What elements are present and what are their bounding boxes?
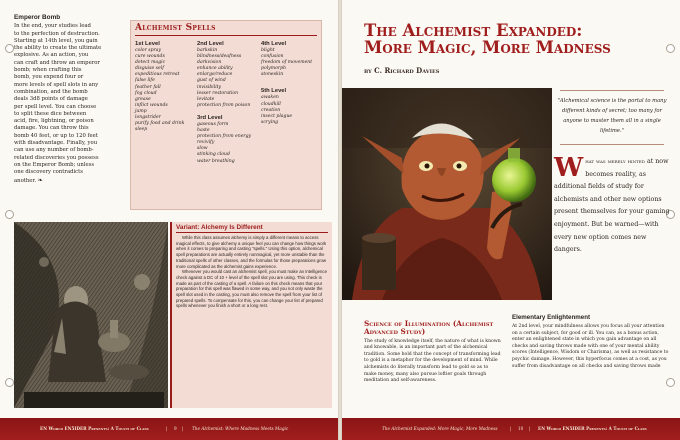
binder-hole	[5, 378, 14, 387]
section-body: At 2nd level, your mindfulness allows you focus all your attention on a certain subject, for good or ill. You can, as a bonus action, enter an enlightened state in which you gain advantage on all checks and saving throws made with one of your mental ability scores (Intelligence, Wisdom or Charisma), as well as resistance to psychic damage. However, this hyperfocus comes at a cost, as you suffer from disadvantage on all checks and saving throws made	[512, 324, 669, 369]
emperor-bomb-body	[14, 23, 126, 185]
spell-item: enlarge/reduce	[197, 72, 233, 78]
spell-item: protection from poison	[197, 102, 251, 108]
divider	[176, 232, 328, 233]
spell-item: slow	[197, 146, 208, 152]
text-line: another.	[14, 177, 37, 184]
epigraph-quote: "Alchemical science is the portal to many different kinds of secret; too many for anyone to master them all in a single lifetime."	[557, 98, 667, 134]
lead-paragraph	[554, 153, 672, 257]
section-heading: Elementary Enlightenment	[512, 314, 591, 321]
alchemist-woodcut-illustration	[14, 222, 168, 408]
spell-item: awaken	[261, 95, 279, 101]
spell-level-label: 3rd Level	[197, 114, 223, 121]
emperor-bomb-section	[14, 14, 126, 185]
spell-item: feather fall	[135, 84, 161, 90]
science-of-illumination-section	[364, 320, 502, 385]
left-page	[0, 0, 338, 440]
spell-item: gust of wind	[197, 78, 226, 84]
spell-item: color spray	[135, 48, 162, 53]
text-line: to the perfection of destruction.	[14, 30, 100, 37]
text-line: one discovery contradicts	[14, 169, 83, 176]
text-line: explosive. As an action, you	[14, 52, 89, 59]
variant-title: Variant: Alchemy Is Different	[176, 224, 263, 231]
text-line: more levels of spell slots in any	[14, 81, 99, 88]
binder-hole	[5, 44, 14, 53]
page-number: 9	[174, 426, 177, 431]
text-line: to split these dice between	[14, 110, 87, 117]
spell-item: gaseous form	[197, 121, 229, 127]
spell-item: purify food and drink	[135, 121, 185, 127]
drop-cap: W	[554, 153, 584, 183]
text-line: bomb 40 feet, or up to 120 feet	[14, 132, 98, 139]
spell-item: cloudkill	[261, 101, 281, 107]
spell-item: false life	[135, 78, 155, 84]
binder-hole	[5, 210, 14, 219]
spell-item: disguise self	[135, 66, 164, 72]
emperor-bomb-heading: Emperor Bomb	[14, 14, 61, 21]
spell-item: scrying	[261, 119, 279, 125]
spell-column-4th-5th	[261, 40, 321, 126]
title-line: The Alchemist Expanded:	[364, 21, 583, 40]
goblin-painting	[342, 88, 552, 300]
text-line: deals 3d8 points of damage	[14, 96, 88, 103]
spell-column-1st	[135, 40, 197, 133]
text-line: can craft and throw an emperor	[14, 59, 100, 66]
text-line: combination, and the bomb	[14, 88, 88, 95]
end-mark-icon: ❧	[37, 176, 43, 184]
footer-publisher: EN World EN5IDER Presents: A Touch of Class	[538, 426, 647, 431]
left-footer	[0, 418, 338, 440]
spell-item: inflict wounds	[135, 102, 168, 108]
text-line: bomb; when crafting this	[14, 67, 82, 74]
text-line: can use any number of bomb-	[14, 147, 94, 154]
spell-item: grease	[135, 96, 151, 102]
footer-separator: |	[166, 426, 168, 431]
variant-paragraph: Whenever you would cast an alchemist spell, you must make an Intelligence check against a DC of 10 + level of the spell slot you are using. This check is made as part of the casting of a spell. A failure on this check means that your preparation for this spell was flawed in some way, and you not only waste the spell slot used in the casting, you must also remove the spell from your list of prepared spells. To compensate for this, you can change your list of prepared spells whenever you finish a short or a long rest.	[176, 269, 327, 309]
article-title	[364, 22, 664, 56]
spell-level-label: 4th Level	[261, 41, 287, 47]
woodcut-image	[14, 222, 168, 408]
spells-title: Alchemist Spells	[135, 23, 216, 33]
lead-text: at now becomes reality, as additional fields of study for alchemists and other new options present themselves for your gaming enjoyment. But be warned—with every new option comes new dangers.	[554, 158, 670, 254]
text-line: the ability to create the ultimate	[14, 45, 102, 52]
spell-item: stoneskin	[261, 72, 284, 78]
spell-item: confusion	[261, 54, 284, 60]
footer-separator: |	[182, 426, 184, 431]
alchemist-spells-box	[130, 20, 322, 210]
spell-item: lesser restoration	[197, 90, 239, 96]
text-line: related discoveries you possess	[14, 154, 99, 161]
footer-article-title: The Alchemist Expanded: More Magic, More Madness	[382, 426, 498, 431]
spell-item: revivify	[197, 140, 215, 146]
footer-separator: |	[529, 426, 531, 431]
variant-sidebar	[170, 222, 332, 408]
spell-item: invisibility	[197, 84, 222, 90]
variant-paragraph: While this class assumes alchemy is simply a different means to access magical effects, to give alchemy a unique feel you can change how things work when it comes to preparing and casting "spells." Using this option, alchemical spell preparations are actually entirely nonmagical, yet more unstable than the traditional spells of other classes, and the formulas for those preparations grow more complicated as the alchemist gains experience.	[176, 235, 327, 269]
divider	[135, 35, 317, 36]
spell-level-label: 2nd Level	[197, 41, 224, 47]
text-line: Starting at 14th level, you gain	[14, 37, 98, 44]
spell-item: polymorph	[261, 66, 286, 72]
spell-item: expeditious retreat	[135, 72, 180, 78]
spell-item: jump	[135, 108, 147, 114]
spell-item: cure wounds	[135, 54, 165, 60]
text-line: per spell level. You can choose	[14, 103, 97, 110]
spell-item: blindness/deafness	[197, 54, 242, 60]
spell-item: enhance ability	[197, 66, 233, 72]
spell-item: insect plague	[261, 113, 293, 119]
spell-column-2nd-3rd	[197, 40, 259, 165]
text-line: on the Emperor Bomb; unless	[14, 161, 95, 168]
spell-item: detect magic	[135, 60, 166, 66]
right-footer	[342, 418, 680, 440]
spell-item: longstrider	[135, 115, 161, 121]
spell-item: creation	[261, 107, 281, 113]
divider	[560, 90, 664, 91]
page-number: 10	[518, 426, 524, 431]
section-body: The study of knowledge itself, the nature of what is known and knowable, is an important part of the alchemical tradition. Some hold that the concept of transforming lead to gold is a metaphor for the development of mind. While alchemists do literally transform lead to gold so as to make money, many also pursue loftier goals through meditation and self-awareness.	[364, 338, 501, 384]
spell-item: protection from energy	[197, 134, 252, 140]
spell-item: blight	[261, 48, 275, 53]
text-line: damage. You can throw this	[14, 125, 89, 132]
spell-item: darkvision	[197, 60, 222, 66]
spell-item: water breathing	[197, 158, 235, 164]
binder-hole	[666, 44, 675, 53]
elementary-enlightenment-section	[512, 314, 670, 370]
spell-item: haste	[197, 128, 210, 134]
lead-smallcaps: hat was merely hinted	[585, 158, 645, 165]
text-line: bomb, you expend four or	[14, 74, 84, 81]
right-page	[342, 0, 680, 440]
spell-item: fog cloud	[135, 90, 157, 96]
text-line: In the end, your studies lead	[14, 23, 91, 30]
text-line: with disadvantage. Finally, you	[14, 140, 98, 147]
spell-item: freedom of movement	[261, 60, 313, 66]
footer-separator: |	[510, 426, 512, 431]
alchemist-goblin-illustration	[342, 88, 552, 300]
footer-publisher: EN World EN5IDER Presents: A Touch of Class	[40, 426, 149, 431]
byline: by C. Richard Davies	[364, 66, 440, 75]
binder-hole	[666, 378, 675, 387]
spell-item: barkskin	[197, 48, 218, 53]
spell-item: levitate	[197, 96, 215, 102]
divider	[560, 144, 664, 145]
spell-item: stinking cloud	[197, 152, 230, 158]
spell-level-label: 5th Level	[261, 88, 287, 95]
spell-item: sleep	[135, 127, 148, 133]
spell-level-label: 1st Level	[135, 41, 160, 47]
section-heading: Science of Illumination (Alchemist Advanced Study)	[364, 319, 494, 336]
title-line: More Magic, More Madness	[364, 38, 611, 57]
text-line: acid, fire, lightning, or poison	[14, 118, 94, 125]
footer-article-title: The Alchemist: Where Madness Meets Magic	[192, 426, 289, 431]
